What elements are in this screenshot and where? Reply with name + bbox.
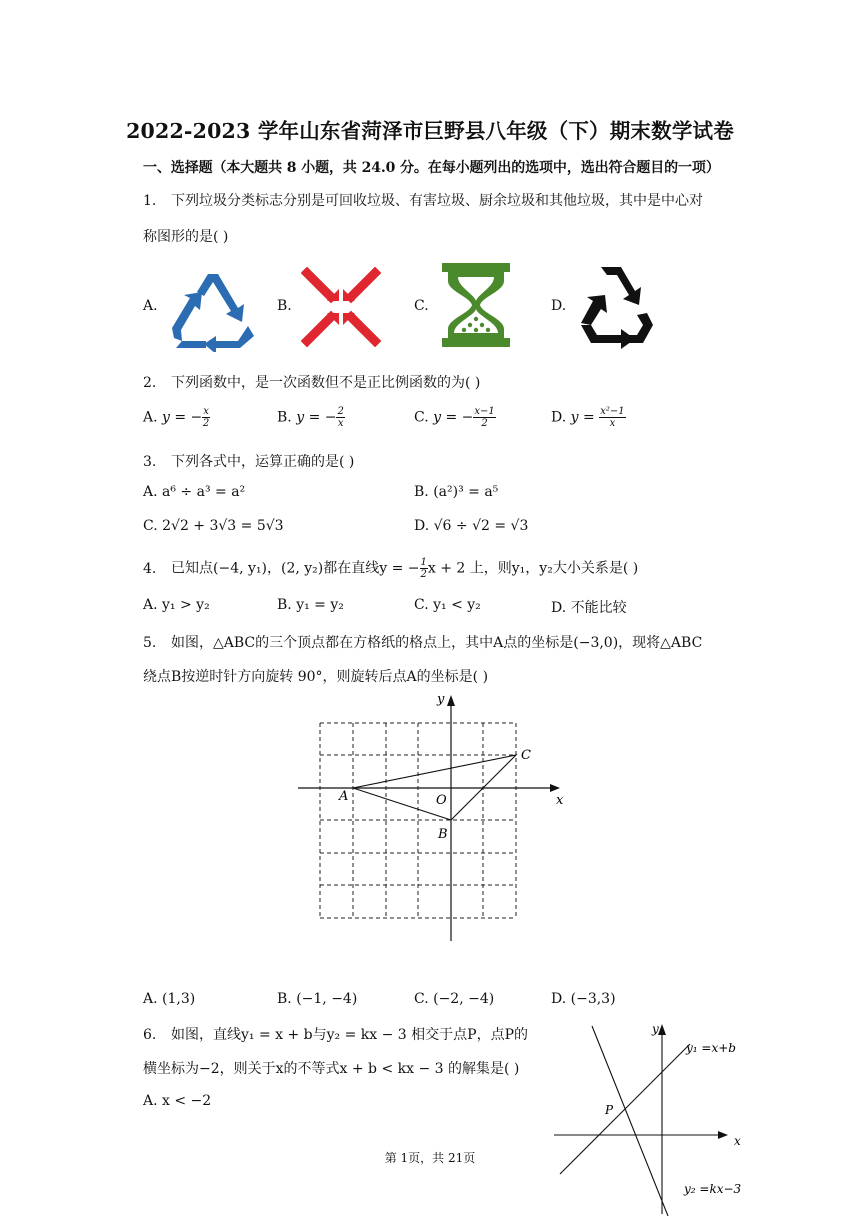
question-1-text: 下列垃圾分类标志分别是可回收垃圾、有害垃圾、厨余垃圾和其他垃圾，其中是中心对 (171, 193, 703, 209)
option-expression: y = − (162, 409, 203, 426)
page-title: 2022-2023 学年山东省菏泽市巨野县八年级（下）期末数学试卷 (126, 119, 734, 143)
q3-option-c: C. 2√2 + 3√3 = 5√3 (143, 518, 284, 534)
q2-option-c (414, 406, 496, 429)
q1-option-c-label: C. (414, 298, 429, 314)
q4-option-b: B. y₁ = y₂ (277, 597, 344, 613)
question-4 (143, 557, 638, 580)
fraction (420, 557, 428, 580)
fraction-denominator: 2 (481, 418, 488, 429)
question-3-text: 下列各式中，运算正确的是( ) (171, 454, 355, 470)
question-number: 1. (143, 193, 157, 209)
option-expression: y = (570, 409, 600, 426)
q2-option-a (143, 406, 210, 429)
option-label: B. (277, 409, 292, 426)
question-number: 5. (143, 635, 157, 651)
label-y: y (652, 1022, 659, 1036)
q5-option-d: D. (−3,3) (551, 991, 616, 1007)
q1-option-d-label: D. (551, 298, 567, 314)
line-intersection-figure (548, 1018, 758, 1216)
question-1-line2: 称图形的是( ) (143, 229, 229, 245)
question-5-text: 如图，△ABC的三个顶点都在方格纸的格点上，其中A点的坐标是(−3,0)，现将△ABC (171, 635, 703, 651)
fraction-numerator: x (203, 406, 209, 417)
label-c: C (521, 748, 531, 763)
question-4-text-b: x + 2 上，则y₁，y₂大小关系是( ) (427, 560, 639, 577)
q3-option-a: A. a⁶ ÷ a³ = a² (143, 484, 246, 500)
page-footer: 第 1页，共 21页 (384, 1151, 476, 1165)
question-number: 2. (143, 375, 157, 391)
question-5-line2: 绕点B按逆时针方向旋转 90°，则旋转后点A的坐标是( ) (143, 669, 489, 685)
question-number: 3. (143, 454, 157, 470)
fraction-numerator: 1 (420, 557, 427, 568)
question-6-line1 (143, 1024, 528, 1044)
option-label: D. (551, 409, 567, 426)
label-x: x (556, 793, 564, 808)
label-y: y (437, 692, 445, 707)
q6-option-a: A. x < −2 (143, 1093, 212, 1109)
fraction (336, 406, 344, 429)
q3-option-d: D. √6 ÷ √2 = √3 (414, 518, 529, 534)
fraction-numerator: x²−1 (600, 406, 625, 417)
label-o: O (436, 793, 447, 808)
fraction (473, 406, 495, 429)
question-2 (143, 372, 480, 392)
other-waste-icon (577, 263, 657, 349)
grid-figure (290, 685, 580, 950)
label-y1: y₁ =x+b (686, 1041, 736, 1055)
section-heading: 一、选择题（本大题共 8 小题，共 24.0 分。在每小题列出的选项中，选出符合题目的一项） (143, 160, 720, 176)
question-3 (143, 451, 354, 471)
fraction (599, 406, 625, 429)
q1-option-b-label: B. (277, 298, 292, 314)
q2-option-d (551, 406, 626, 429)
fraction (202, 406, 210, 429)
q4-option-d: D. 不能比较 (551, 600, 627, 616)
question-5-line1 (143, 632, 702, 652)
option-expression: y = − (296, 409, 337, 426)
q4-option-a: A. y₁ > y₂ (143, 597, 210, 613)
label-x: x (734, 1134, 741, 1148)
question-4-text-a: 已知点(−4, y₁)，(2, y₂)都在直线y = − (171, 560, 420, 577)
q5-option-b: B. (−1, −4) (277, 991, 358, 1007)
question-number: 6. (143, 1027, 157, 1043)
q5-option-a: A. (1,3) (143, 991, 196, 1007)
fraction-denominator: x (609, 418, 616, 429)
label-p: P (605, 1103, 614, 1117)
question-6-text: 如图，直线y₁ = x + b与y₂ = kx − 3 相交于点P，点P的 (171, 1027, 528, 1043)
label-b: B (438, 827, 448, 842)
fraction-numerator: 2 (337, 406, 344, 417)
q2-option-b (277, 406, 345, 429)
kitchen-waste-icon (440, 261, 512, 349)
label-a: A (339, 789, 349, 804)
question-6-line2: 横坐标为−2，则关于x的不等式x + b < kx − 3 的解集是( ) (143, 1061, 520, 1077)
fraction-denominator: 2 (420, 569, 427, 580)
question-2-text: 下列函数中，是一次函数但不是正比例函数的为( ) (171, 375, 481, 391)
recycle-icon (168, 268, 258, 352)
fraction-numerator: x−1 (474, 406, 495, 417)
fraction-denominator: x (337, 418, 344, 429)
hazardous-icon (301, 267, 381, 347)
q4-option-c: C. y₁ < y₂ (414, 597, 481, 613)
label-y2: y₂ =kx−3 (684, 1182, 742, 1196)
q1-option-a-label: A. (143, 298, 158, 314)
question-number: 4. (143, 560, 157, 577)
q3-option-b: B. (a²)³ = a⁵ (414, 484, 499, 500)
option-label: A. (143, 409, 158, 426)
option-expression: y = − (433, 409, 474, 426)
q5-option-c: C. (−2, −4) (414, 991, 495, 1007)
option-label: C. (414, 409, 429, 426)
question-1-line1 (143, 190, 703, 210)
fraction-denominator: 2 (202, 418, 210, 429)
